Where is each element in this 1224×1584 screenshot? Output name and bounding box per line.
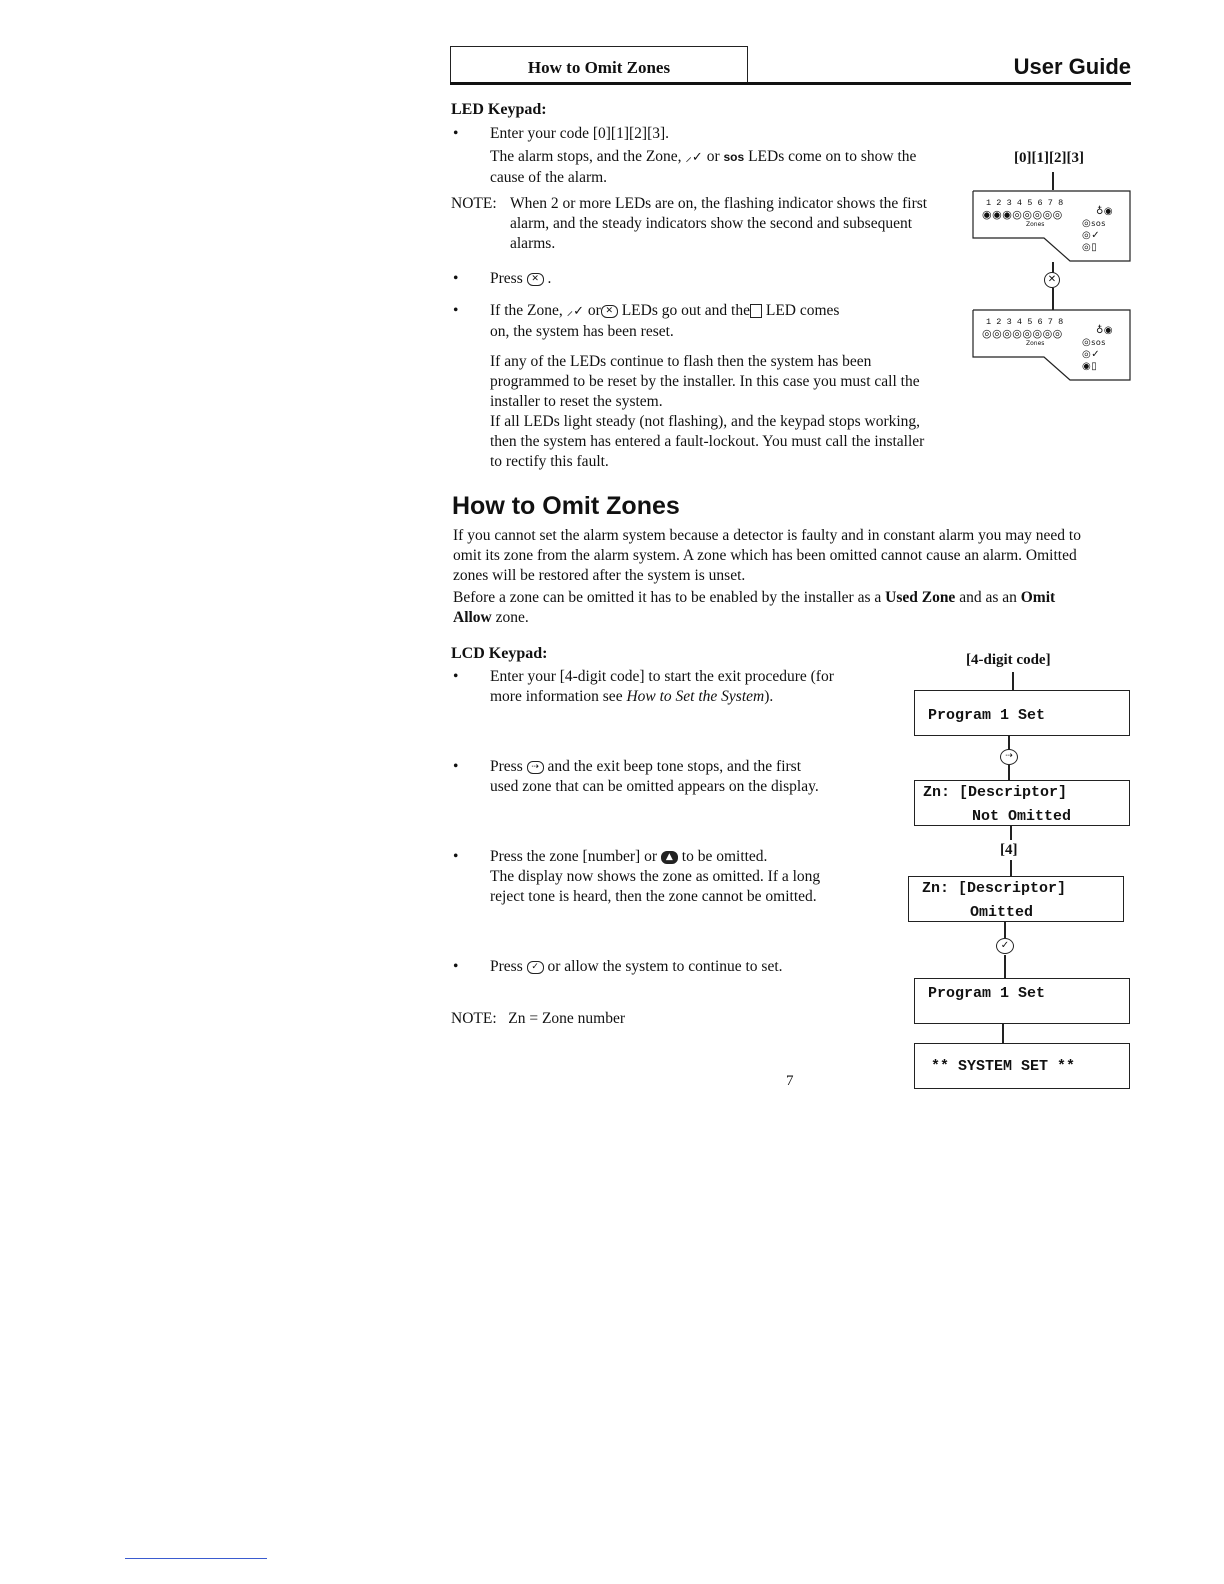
lcd-step-2-text: and the exit beep tone stops, and the first xyxy=(547,758,802,775)
led-panel-1 xyxy=(972,190,1131,262)
led-step-3-text: LED comes xyxy=(765,302,840,319)
lcd-screen-5 xyxy=(914,1043,1130,1089)
set-led-icon xyxy=(750,304,762,318)
led-note-line: alarms. xyxy=(510,235,556,252)
header-tab-title: How to Omit Zones xyxy=(527,58,671,77)
led-step-1-detail xyxy=(490,147,960,188)
lcd-screen-2-line2: Not Omitted xyxy=(972,808,1072,825)
led-para-line: installer to reset the system. xyxy=(490,393,663,410)
led-code-label: [0][1][2][3] xyxy=(1014,150,1084,166)
zone-numbers: 12345678 xyxy=(986,198,1069,208)
tamper-icon: ⸝✓ xyxy=(685,150,703,165)
header-tab xyxy=(450,46,748,82)
zones-label: Zones xyxy=(1026,221,1045,228)
lcd-step-4-text: or allow the system to continue to set. xyxy=(547,958,783,975)
power-led-icon: ♁◉ xyxy=(1096,325,1114,336)
set-led-icon: ◉▯ xyxy=(1082,361,1098,372)
zone-led-row: ◎◎◎◎◎◎◎◎ xyxy=(982,327,1063,340)
zones-label: Zones xyxy=(1026,340,1045,347)
led-para-line: programmed to be reset by the installer. In this case you must call the xyxy=(490,373,920,390)
omit-key-icon: ⇢ xyxy=(527,761,544,774)
led-detail-text-a: The alarm stops, and the Zone, xyxy=(490,148,682,165)
sos-led-icon: ◎sos xyxy=(1082,218,1106,229)
lcd-screen-1-text: Program 1 Set xyxy=(928,707,1046,724)
user-guide-title: User Guide xyxy=(1013,54,1131,79)
lcd-code-label: [4-digit code] xyxy=(966,652,1051,668)
footnote-rule xyxy=(125,1558,267,1559)
lcd-step-2 xyxy=(490,757,870,797)
intro-line: zones will be restored after the system is unset. xyxy=(453,567,746,584)
led-para-1 xyxy=(490,352,960,472)
zone-led-row: ◉◉◉◎◎◎◎◎ xyxy=(982,208,1063,221)
lcd-screen-3-line2: Omitted xyxy=(970,904,1034,921)
lcd-step-1-text: ). xyxy=(764,688,774,705)
lcd-step-2-text: Press xyxy=(490,758,523,775)
lcd-step-3 xyxy=(490,847,870,907)
intro-line: If you cannot set the alarm system because a detector is faulty and in constant alarm you may need to xyxy=(453,527,1081,544)
tamper-led-icon: ◎✓ xyxy=(1082,349,1101,360)
led-step-3 xyxy=(490,301,960,342)
lcd-screen-3-line1: Zn: [Descriptor] xyxy=(922,880,1067,897)
lcd-screen-2 xyxy=(914,780,1130,826)
led-detail-text-c: LEDs come on to show the xyxy=(748,148,917,165)
led-note-label: NOTE: xyxy=(451,195,497,212)
led-step-3-text: If the Zone, xyxy=(490,302,563,319)
cancel-key-icon: ✕ xyxy=(527,273,544,286)
tamper-icon: ⸝✓ xyxy=(566,304,585,319)
lcd-step-3-text: reject tone is heard, then the zone cannot be omitted. xyxy=(490,888,817,905)
lcd-step-1-text: Enter your [4-digit code] to start the exit procedure (for xyxy=(490,668,834,685)
connector-line xyxy=(1010,826,1012,840)
connector-line xyxy=(1002,1024,1004,1043)
lcd-note: NOTE: Zn = Zone number xyxy=(451,1010,626,1027)
lcd-screen-4 xyxy=(914,978,1130,1024)
set-led-icon: ◎▯ xyxy=(1082,242,1098,253)
lcd-step-3-text: to be omitted. xyxy=(681,848,768,865)
connector-line xyxy=(1010,860,1012,876)
led-detail-text-b: or xyxy=(706,148,720,165)
lcd-step-2-text: used zone that can be omitted appears on the display. xyxy=(490,778,819,795)
before-text: and as an xyxy=(959,589,1017,606)
lcd-screen-1 xyxy=(914,690,1130,736)
sos-led-label: sos xyxy=(1091,338,1106,347)
lcd-step-4-text: Press xyxy=(490,958,523,975)
cancel-key-icon: ✕ xyxy=(601,305,618,318)
lcd-step-4 xyxy=(490,957,870,977)
page-number: 7 xyxy=(786,1073,794,1089)
header-rule xyxy=(450,82,1131,85)
connector-line xyxy=(1008,765,1010,780)
confirm-key-icon: ✓ xyxy=(527,961,544,974)
lcd-screen-4-text: Program 1 Set xyxy=(928,985,1046,1002)
led-detail-text-d: cause of the alarm. xyxy=(490,169,608,186)
lcd-screen-2-line1: Zn: [Descriptor] xyxy=(923,784,1068,801)
led-step-3-text: LEDs go out and the xyxy=(621,302,750,319)
confirm-key-icon: ✓ xyxy=(996,938,1014,954)
led-note-line: alarm, and the steady indicators show the second and subsequent xyxy=(510,215,913,232)
connector-line xyxy=(1008,736,1010,750)
zone-numbers: 12345678 xyxy=(986,317,1069,327)
connector-line xyxy=(1012,672,1014,690)
before-text: Before a zone can be omitted it has to be enabled by the installer as a xyxy=(453,589,882,606)
connector-line xyxy=(1052,172,1054,190)
sos-led-label: sos xyxy=(1091,219,1106,228)
led-step-3-text: on, the system has been reset. xyxy=(490,323,674,340)
led-step-2: • Press ✕ . xyxy=(490,269,551,289)
lcd-step-3-text: Press the zone [number] or xyxy=(490,848,658,865)
connector-line xyxy=(1004,955,1006,978)
led-para-line: then the system has entered a fault-lockout. You must call the installer xyxy=(490,433,925,450)
led-keypad-heading: LED Keypad: xyxy=(451,101,547,118)
lcd-screen-3 xyxy=(908,876,1124,922)
lcd-step-1 xyxy=(490,667,870,707)
lcd-screen-5-text: ** SYSTEM SET ** xyxy=(931,1058,1076,1075)
led-step-1-text: Enter your code [0][1][2][3]. xyxy=(490,125,670,142)
set-system-reference: How to Set the System xyxy=(626,688,765,705)
tamper-led-icon: ◎✓ xyxy=(1082,230,1101,241)
connector-line xyxy=(1052,288,1054,310)
allow-term: Allow xyxy=(453,609,492,626)
connector-line xyxy=(1004,922,1006,938)
before-paragraph xyxy=(453,588,1133,628)
led-step-3-text: or xyxy=(587,302,601,319)
led-step-1 xyxy=(490,124,669,144)
led-panel-2 xyxy=(972,309,1131,381)
lcd-step-3-text: The display now shows the zone as omitted. If a long xyxy=(490,868,821,885)
sos-label: sos xyxy=(723,150,745,164)
led-note xyxy=(510,194,960,254)
intro-line: omit its zone from the alarm system. A zone which has been omitted cannot cause an alarm. Omitted xyxy=(453,547,1077,564)
led-note-line: When 2 or more LEDs are on, the flashing indicator shows the first xyxy=(510,195,928,212)
power-led-icon: ♁◉ xyxy=(1096,206,1114,217)
key-4-label: [4] xyxy=(1000,842,1018,858)
sos-led-icon: ◎sos xyxy=(1082,337,1106,348)
omit-key-icon: ⇢ xyxy=(1000,749,1018,765)
used-zone-term: Used Zone xyxy=(885,589,956,606)
scroll-key-icon: ▲ xyxy=(661,851,678,864)
led-para-line: If any of the LEDs continue to flash then the system has been xyxy=(490,353,872,370)
led-para-line: to rectify this fault. xyxy=(490,453,609,470)
omit-term: Omit xyxy=(1020,589,1056,606)
cancel-key-icon: ✕ xyxy=(1044,272,1060,288)
before-text: zone. xyxy=(495,609,529,626)
lcd-keypad-heading: LCD Keypad: xyxy=(451,645,548,662)
lcd-step-1-text: more information see xyxy=(490,688,623,705)
led-step-2-text: Press xyxy=(490,270,523,287)
intro-paragraph xyxy=(453,526,1133,586)
section-title: How to Omit Zones xyxy=(452,492,680,520)
led-para-line: If all LEDs light steady (not flashing), and the keypad stops working, xyxy=(490,413,921,430)
